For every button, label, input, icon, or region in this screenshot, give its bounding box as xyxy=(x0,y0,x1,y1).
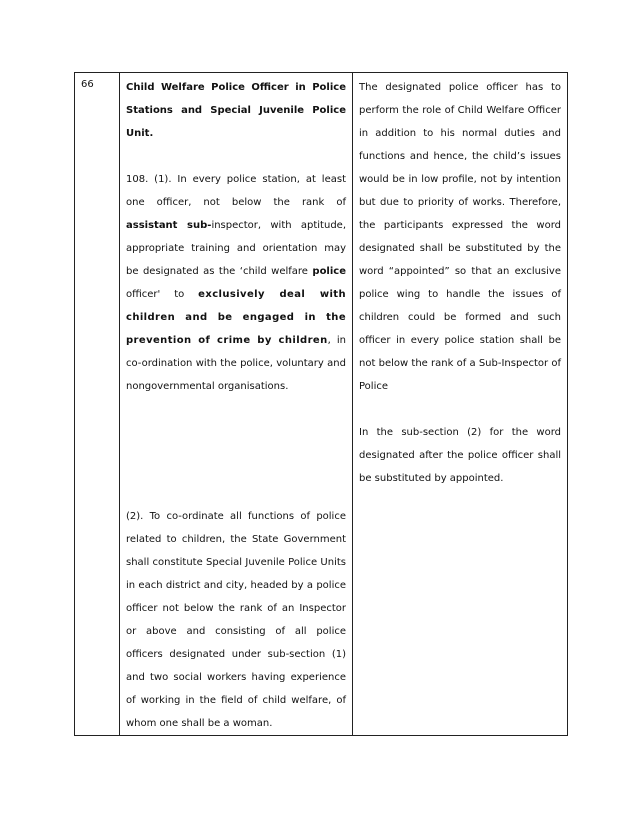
section-108-1-bold-duty: exclusively deal with children and be engaged in the prevention of crime by children xyxy=(126,289,346,346)
comment-text xyxy=(353,73,567,490)
section-2: (2). To co-ordinate all functions of police related to children, the State Government shall constitute Special Juvenile Police Units in each district and city, headed by a police officer not below the rank of an Inspector or above and consisting of all police officers designated under sub-section (1) and two social workers having experience of working in the field of child welfare, of whom one shall be a woman. xyxy=(126,511,346,729)
row-number: 66 xyxy=(81,79,94,90)
table-row xyxy=(75,73,568,736)
provision-text xyxy=(120,73,352,735)
comment-cell xyxy=(353,73,568,736)
provision-heading: Child Welfare Police Officer in Police Stations and Special Juvenile Police Unit. xyxy=(126,82,346,139)
section-108-1-intro: 108. (1). In every police station, at least one officer, not below the rank of xyxy=(126,174,346,208)
section-108-1-bold-rank: assistant sub- xyxy=(126,220,212,231)
section-2-block xyxy=(126,505,346,735)
section-108-1-bold-police: police xyxy=(312,266,346,277)
section-108-1 xyxy=(126,168,346,398)
section-108-1-text-2: inspector, with aptitude, appropriate training and orientation may be designated as the ‘child welfare xyxy=(126,220,346,277)
section-108-1-text-4: , in co-ordination with the police, voluntary and nongovernmental organisations. xyxy=(126,335,346,392)
recommendation-table xyxy=(74,72,568,736)
provision-cell xyxy=(120,73,353,736)
comment-paragraph-2: In the sub-section (2) for the word designated after the police officer shall be substituted by appointed. xyxy=(359,427,561,484)
row-number-cell xyxy=(75,73,120,736)
section-108-1-text-3: officer' to xyxy=(126,289,199,300)
comment-paragraph-1: The designated police officer has to perform the role of Child Welfare Officer in addition to his normal duties and functions and hence, the child’s issues would be in low profile, not by intention but due to priority of works. Therefore, the participants expressed the word designated shall be substituted by the word “appointed” so that an exclusive police wing to handle the issues of children could be formed and such officer in every police station shall be not below the rank of a Sub-Inspector of Police xyxy=(359,82,561,392)
